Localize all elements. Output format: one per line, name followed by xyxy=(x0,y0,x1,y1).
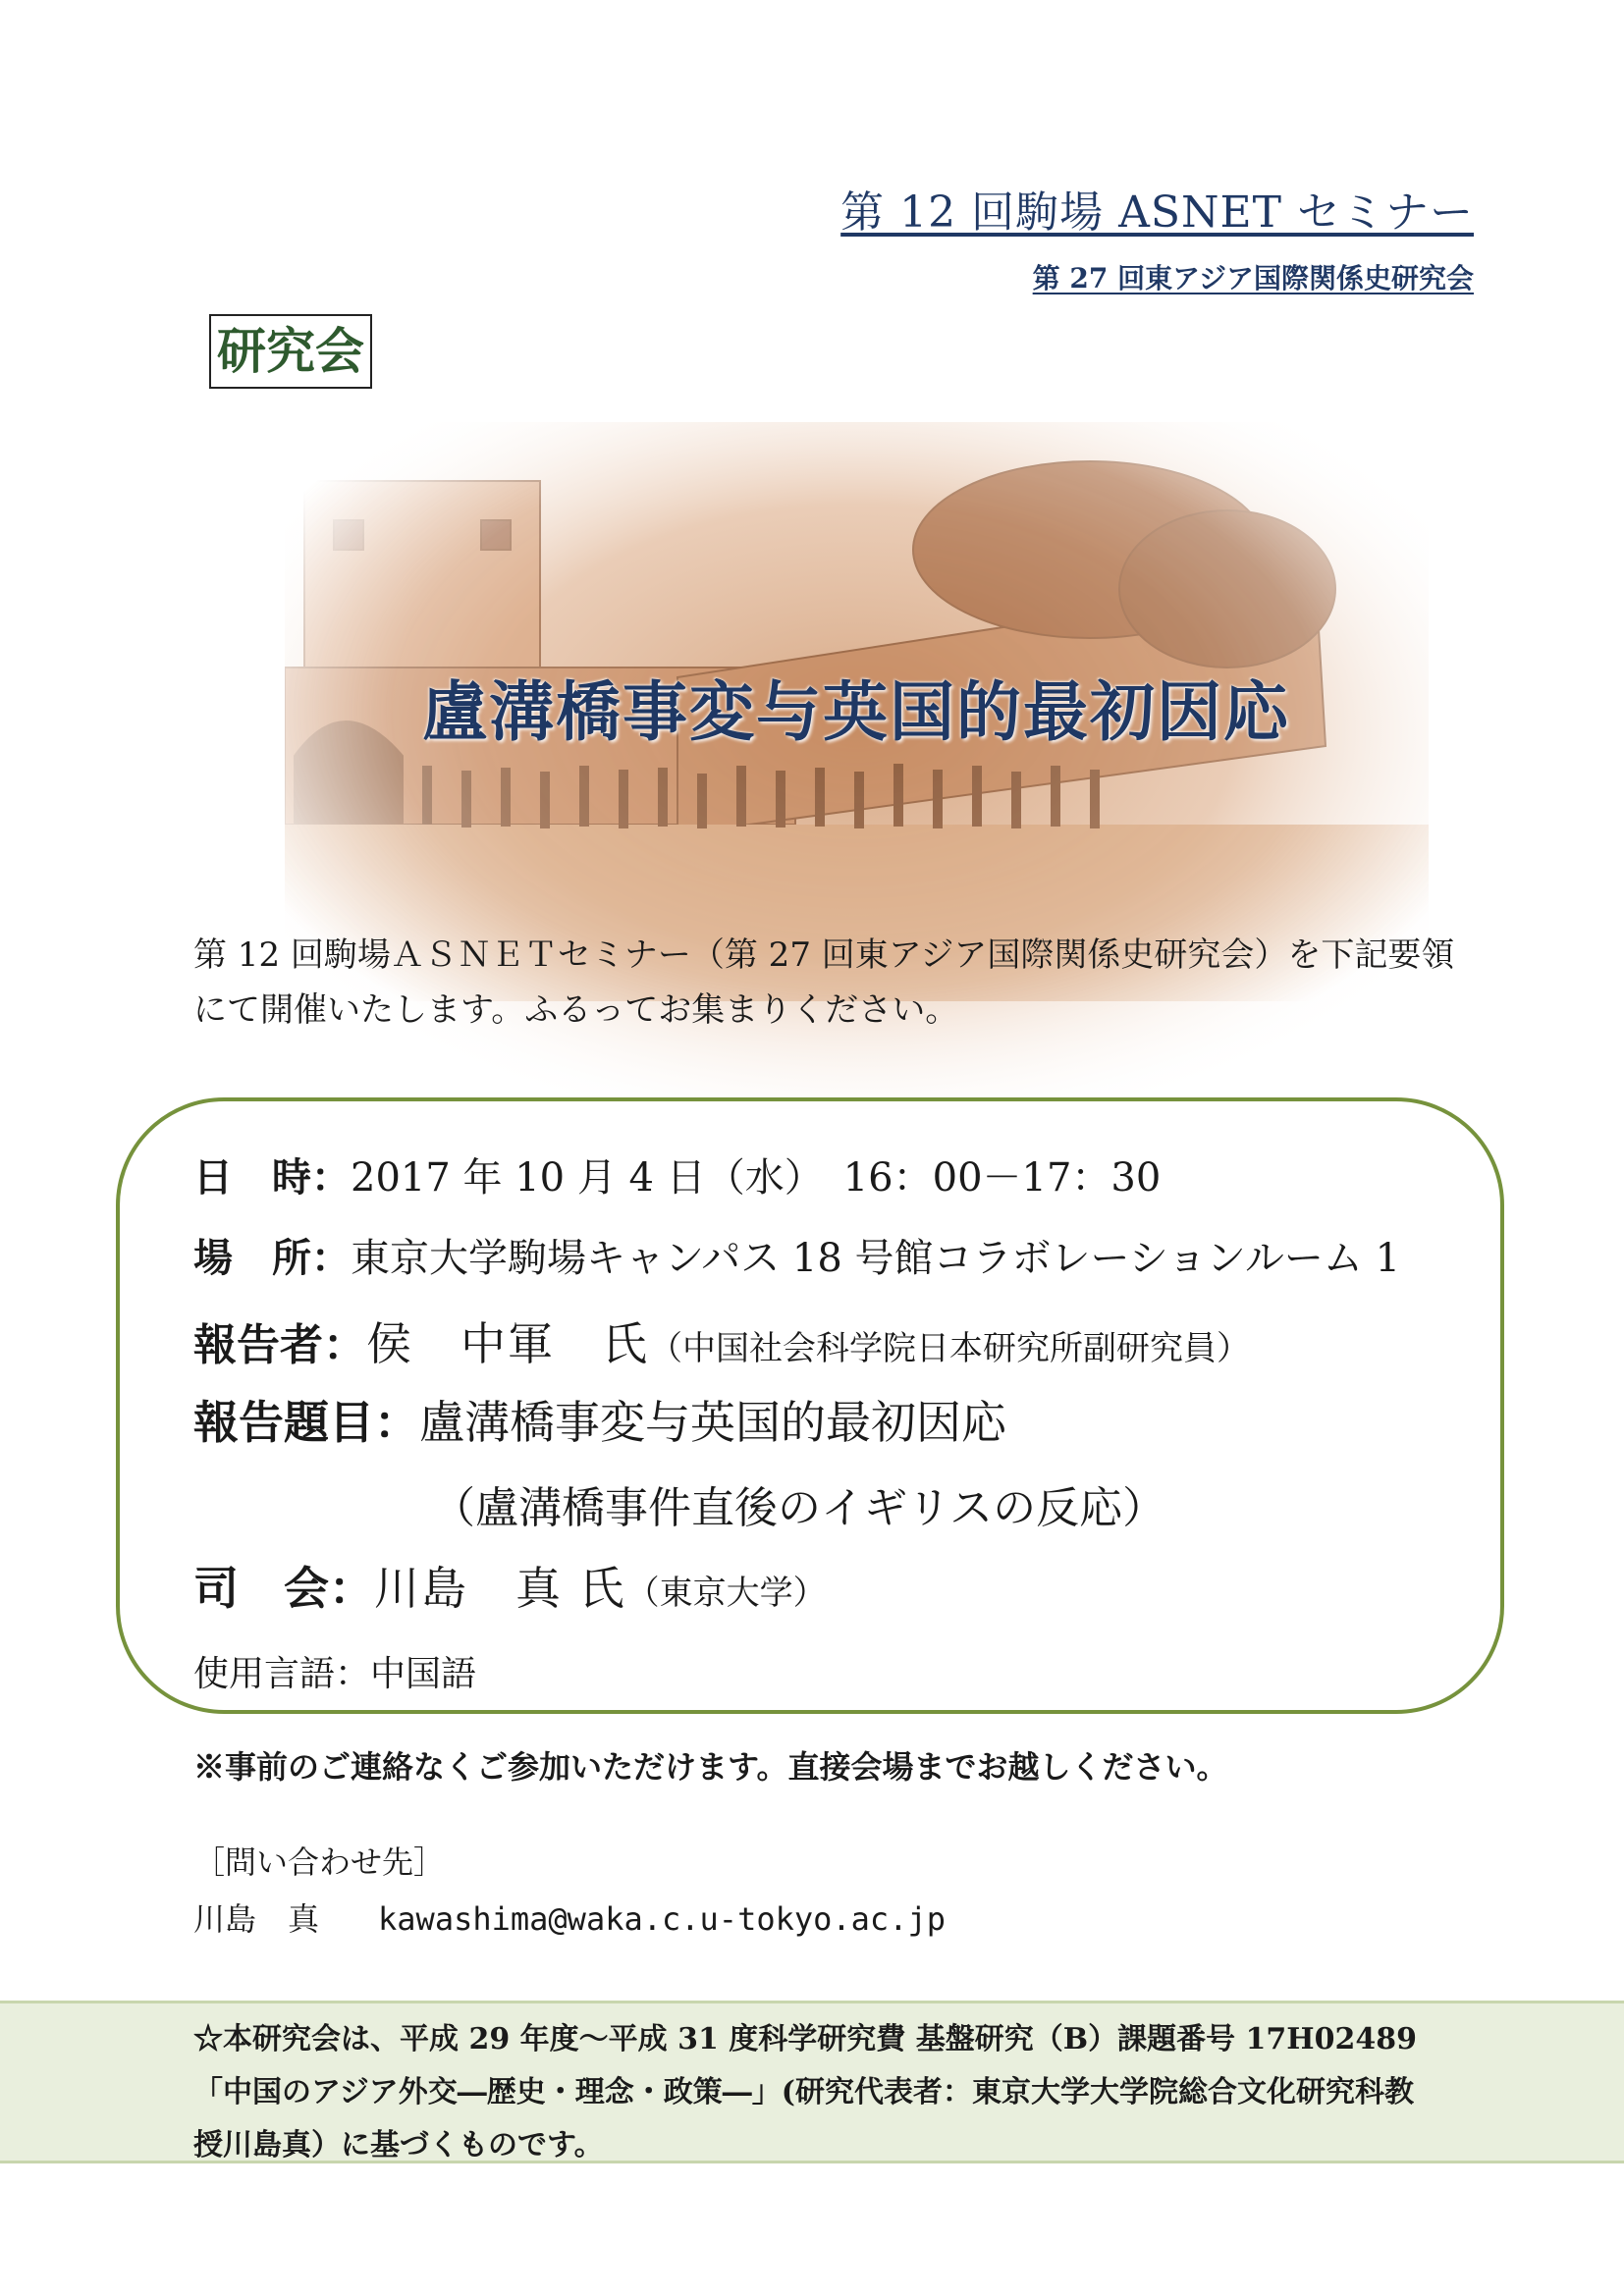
contact-email[interactable]: kawashima@waka.c.u-tokyo.ac.jp xyxy=(378,1900,946,1938)
chair-affiliation: （東京大学） xyxy=(625,1574,827,1613)
chair-label: 司 会： xyxy=(193,1562,374,1615)
topic-value: 盧溝橋事変与英国的最初因応 xyxy=(419,1396,1006,1449)
datetime-row xyxy=(193,1147,1161,1202)
speaker-name: 侯 中軍 氏 xyxy=(366,1317,649,1370)
contact-name: 川島 真 xyxy=(193,1900,320,1938)
participation-notice: ※事前のご連絡なくご参加いただけます。直接会場までお越しください。 xyxy=(193,1748,1228,1786)
sub-title: 第 27 回東アジア国際関係史研究会 xyxy=(1032,262,1474,294)
topic-row xyxy=(193,1387,1006,1452)
speaker-label: 報告者： xyxy=(193,1320,366,1370)
topic-subtitle: （盧溝橋事件直後のイギリスの反応） xyxy=(432,1483,1166,1533)
intro-text: 第 12 回駒場ＡＳＮＥＴセミナー（第 27 回東アジア国際関係史研究会）を下記要領にて開催いたします。ふるってお集まりください。 xyxy=(193,935,1455,1030)
series-title: 第 12 回駒場 ASNET セミナー xyxy=(840,187,1474,238)
datetime-value: 2017 年 10 月 4 日（水） 16：00－17：30 xyxy=(351,1155,1162,1201)
chair-name: 川島 真 氏 xyxy=(374,1562,626,1615)
contact-line xyxy=(193,1895,946,1940)
place-value: 東京大学駒場キャンパス 18 号館コラボレーションルーム 1 xyxy=(351,1236,1401,1281)
language-label: 使用言語： xyxy=(193,1654,371,1694)
funding-footer xyxy=(0,2001,1624,2163)
language-row xyxy=(193,1646,476,1696)
chair-row xyxy=(193,1553,827,1618)
datetime-label: 日 時： xyxy=(193,1154,351,1201)
place-label: 場 所： xyxy=(193,1235,351,1281)
language-value: 中国語 xyxy=(370,1654,477,1694)
funding-note: ☆本研究会は、平成 29 年度～平成 31 度科学研究費 基盤研究（B）課題番号 17H02489「中国のアジア外交―歴史・理念・政策―」(研究代表者：東京大学大学院総合文化研究科教授川島真）に基づくものです。 xyxy=(193,2022,1417,2163)
event-type-badge: 研究会 xyxy=(209,314,372,389)
contact-heading: ［問い合わせ先］ xyxy=(193,1843,446,1881)
place-row xyxy=(193,1227,1400,1283)
speaker-row xyxy=(193,1308,1250,1373)
lecture-title: 盧溝橋事変与英国的最初因応 xyxy=(422,673,1290,750)
speaker-affiliation: （中国社会科学院日本研究所副研究員） xyxy=(649,1329,1250,1368)
topic-label: 報告題目： xyxy=(193,1396,419,1449)
